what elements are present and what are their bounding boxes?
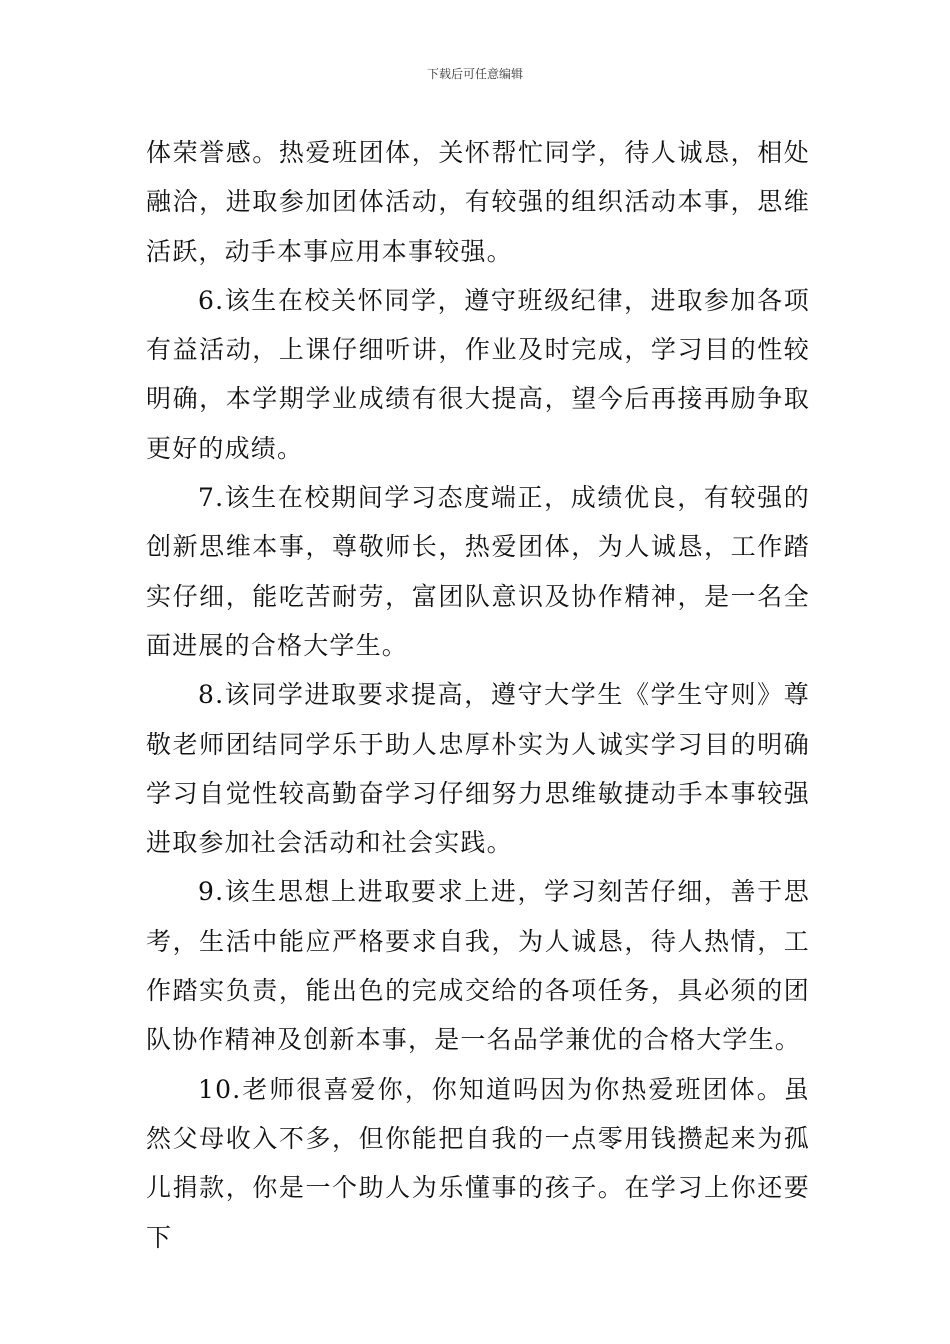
- paragraph-item-8: 8.该同学进取要求提高，遵守大学生《学生守则》尊敬老师团结同学乐于助人忠厚朴实为人诚实学习目的明确学习自觉性较高勤奋学习仔细努力思维敏捷动手本事较强进取参加社会活动和社会实践。: [146, 680, 810, 858]
- paragraph-item-9: 9.该生思想上进取要求上进，学习刻苦仔细，善于思考，生活中能应严格要求自我，为人诚恳，待人热情，工作踏实负责，能出色的完成交给的各项任务，具必须的团队协作精神及创新本事，是一名品学兼优的合格大学生。: [146, 877, 810, 1055]
- paragraph-continuation: 体荣誉感。热爱班团体，关怀帮忙同学，待人诚恳，相处融洽，进取参加团体活动，有较强的组织活动本事，思维活跃，动手本事应用本事较强。: [146, 138, 810, 266]
- paragraph-item-10: 10.老师很喜爱你，你知道吗因为你热爱班团体。虽然父母收入不多，但你能把自我的一点零用钱攒起来为孤儿捐款，你是一个助人为乐懂事的孩子。在学习上你还要下: [146, 1074, 810, 1252]
- document-body: [146, 128, 810, 1262]
- page-header-note: 下载后可任意编辑: [426, 67, 523, 81]
- paragraph-item-7: 7.该生在校期间学习态度端正，成绩优良，有较强的创新思维本事，尊敬师长，热爱团体，为人诚恳，工作踏实仔细，能吃苦耐劳，富团队意识及协作精神，是一名全面进展的合格大学生。: [146, 483, 810, 660]
- paragraph-item-6: 6.该生在校关怀同学，遵守班级纪律，进取参加各项有益活动，上课仔细听讲，作业及时完成，学习目的性较明确，本学期学业成绩有很大提高，望今后再接再励争取更好的成绩。: [146, 285, 810, 463]
